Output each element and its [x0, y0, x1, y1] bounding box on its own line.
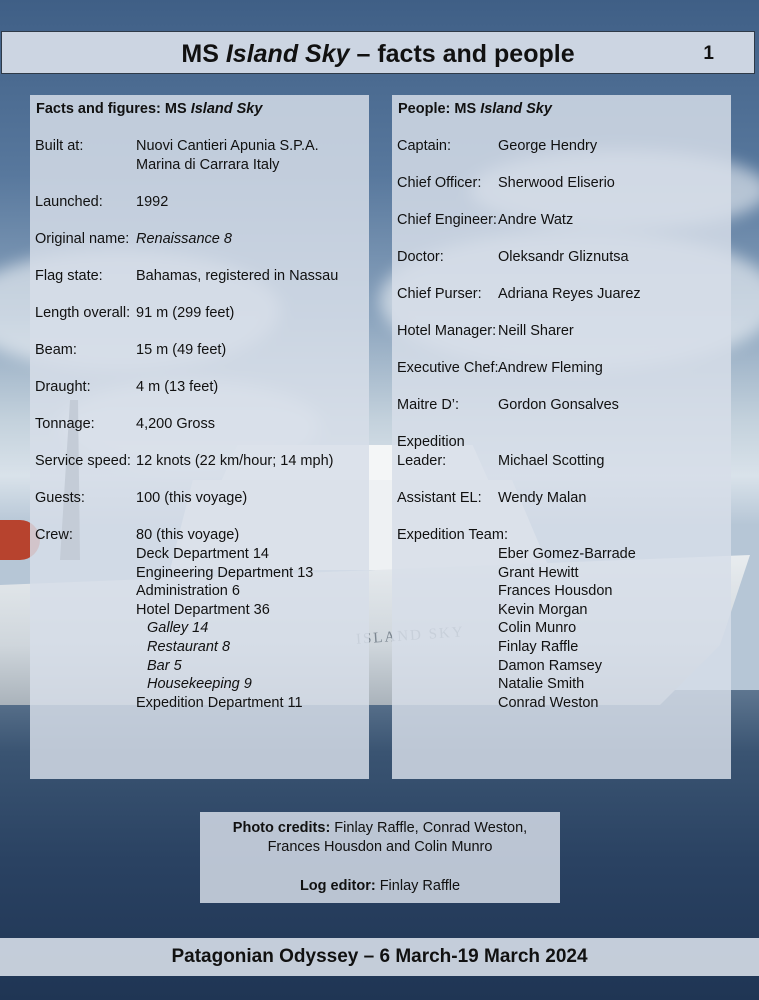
- page-header: [1, 31, 755, 74]
- photo-credits-line: Frances Housdon and Colin Munro: [267, 839, 493, 855]
- footer-text: Patagonian Odyssey – 6 March-19 March 2024: [171, 946, 588, 967]
- page-footer: [0, 938, 759, 976]
- hull-name: ISLAND: [355, 627, 424, 648]
- facts-panel: Facts and figures: MS Island Sky Built at: Nuovi Cantieri Apunia S.P.A. Marina di Carrara Italy Launched: 1992 Original name: Renaissance 8 Flag state: Bahamas, registered in Nassau Length overall: 91 m (299 feet) Beam: 15 m (49 feet) Draught: 4 m (13 feet) Tonnage: 4,200 Gross Service speed: 12 knots (22 km/hour; 14 mph) Guests: 100 (this voyage) Crew: 80 (this voyage) Deck Department 14 Engineering Department 13 Administration 6 Hotel Department 36 Galley 14 Restaurant 8 Bar 5 Housekeeping 9 Expedition Department 11: [30, 95, 369, 779]
- people-title: People: MS Island Sky: [398, 101, 552, 117]
- log-editor-line: Log editor: Finlay Raffle: [299, 878, 461, 894]
- credits-box: [200, 812, 560, 903]
- page-number: 1: [703, 43, 714, 64]
- page-title: MS Island Sky – facts and people: [181, 40, 575, 68]
- people-panel: People: MS Island Sky Captain: George Hendry Chief Officer: Sherwood Eliserio Chief Engineer: Andre Watz Doctor: Oleksandr Gliznutsa Chief Purser: Adriana Reyes Juarez Hotel Manager: Neill Sharer Executive Chef: Andrew Fleming Maitre D’: Gordon Gonsalves Expedition Leader: Michael Scotting Assistant EL: Wendy Malan Expedition Team: Eber Gomez-Barrade Grant Hewitt Frances Housdon Kevin Morgan Colin Munro Finlay Raffle Damon Ramsey Natalie Smith Conrad Weston: [392, 95, 731, 779]
- photo-credits-line: Photo credits: Finlay Raffle, Conrad Weston,: [232, 820, 528, 836]
- facts-title: Facts and figures: MS Island Sky: [36, 101, 263, 117]
